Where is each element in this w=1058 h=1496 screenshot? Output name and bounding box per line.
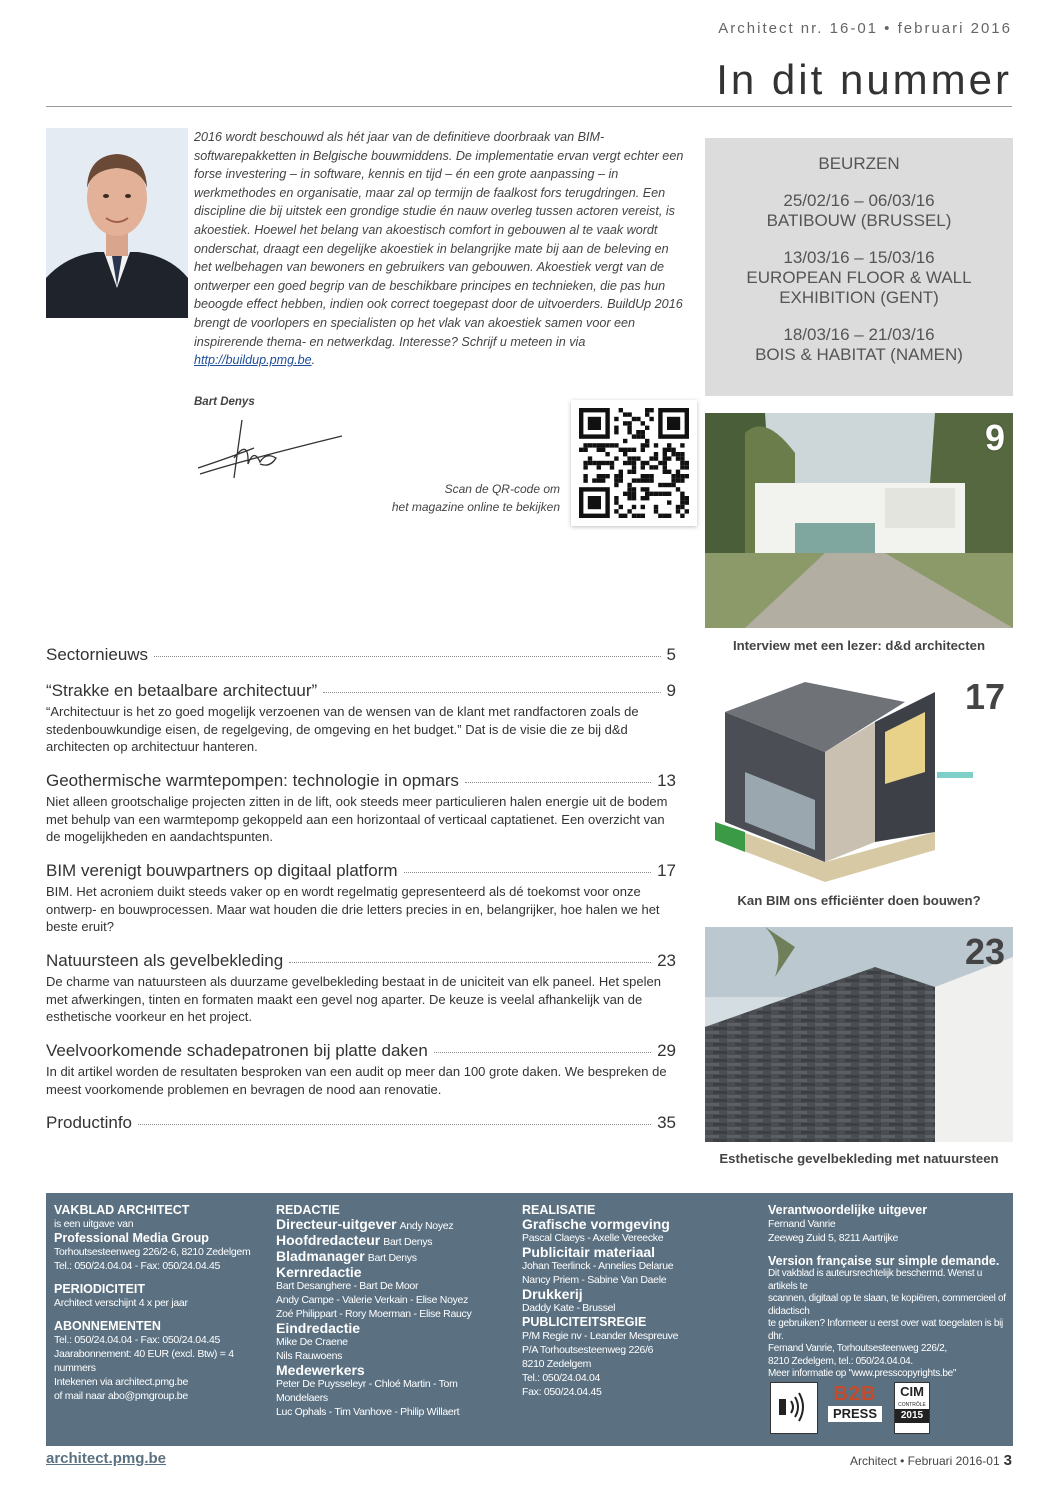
fair-dates: 18/03/16 – 21/03/16 (783, 325, 935, 344)
colophon-heading: ABONNEMENTEN (54, 1319, 161, 1333)
colophon-line: Luc Ophals - Tim Vanhove - Philip Willaert (276, 1406, 460, 1418)
fair-dates: 25/02/16 – 06/03/16 (783, 191, 935, 210)
b2b-press-logo (828, 1382, 882, 1432)
fair-name: BATIBOUW (BRUSSEL) (766, 211, 952, 230)
cim-logo-year: 2015 (895, 1409, 929, 1423)
colophon-role: Bladmanager (276, 1248, 365, 1264)
fair-name: BOIS & HABITAT (NAMEN) (755, 345, 963, 364)
colophon-role: Eindredactie (276, 1320, 361, 1336)
editor-portrait (46, 128, 188, 318)
b2b-logo-mark: B2B (833, 1383, 877, 1405)
colophon-french-note: Version française sur simple demande. (768, 1254, 1000, 1268)
qr-caption-line: Scan de QR-code om (444, 482, 560, 496)
website-link[interactable]: architect.pmg.be (46, 1450, 167, 1467)
feature-caption: Interview met een lezer: d&d architecten (732, 638, 986, 653)
colophon-role: Hoofdredacteur (276, 1232, 381, 1248)
toc-page: 17 (657, 861, 676, 880)
feature-caption: Esthetische gevelbekleding met natuursteen (719, 1151, 999, 1166)
fair-item (705, 248, 1013, 308)
toc-leader (465, 782, 651, 783)
cim-logo-text: CONTRÔLE (898, 1402, 926, 1408)
colophon-line: Fernand Vanrie (768, 1218, 836, 1230)
colophon-line: Andy Campe - Valerie Verkain - Elise Noyez (276, 1294, 469, 1306)
colophon-line: Mike De Craene (276, 1336, 348, 1348)
toc-page: 35 (657, 1113, 676, 1132)
toc-title: Natuursteen als gevelbekleding (46, 951, 284, 970)
colophon-line: Architect verschijnt 4 x per jaar (54, 1297, 188, 1309)
page-number: 3 (1003, 1452, 1012, 1469)
toc-leader (138, 1124, 651, 1125)
colophon-heading: PERIODICITEIT (54, 1282, 145, 1296)
fair-item (705, 191, 1013, 231)
editorial-cta-end: . (311, 353, 316, 368)
feature-image-bim[interactable] (705, 672, 1013, 882)
feature-page-number: 17 (964, 676, 1005, 717)
colophon-line: te gebruiken? Informeer u eerst over wat toegelaten is bij dhr. (768, 1318, 1003, 1342)
toc-page: 13 (657, 771, 676, 790)
colophon-line: of mail naar abo@pmgroup.be (54, 1390, 188, 1402)
toc-leader (289, 962, 651, 963)
toc-entry[interactable] (46, 681, 676, 756)
colophon-line: Meer informatie op "www.presscopyrights.be" (768, 1368, 957, 1379)
feature-page-number: 23 (964, 931, 1005, 972)
colophon-line: Tel.: 050/24.04.04 (522, 1372, 601, 1384)
colophon-production (522, 1203, 752, 1399)
colophon-heading: REALISATIE (522, 1203, 596, 1217)
colophon-line: is een uitgave van (54, 1218, 134, 1230)
buildup-link[interactable]: http://buildup.pmg.be (194, 353, 312, 368)
colophon-person: Bart Denys (383, 1236, 433, 1248)
toc-leader (323, 692, 660, 693)
press-copyright-logo (770, 1382, 818, 1434)
colophon-line: Bart Desanghere - Bart De Moor (276, 1280, 419, 1292)
colophon-line: Jaarabonnement: 40 EUR (excl. Btw) = 4 nummers (54, 1348, 234, 1374)
toc-description: BIM. Het acroniem duikt steeds vaker op en wordt regelmatig gepresenteerd als dé toekomst voor onze ontwerp- en bouwprocessen. Maar wat houden die drie letters precies in en, belangrijker, hoe halen we het beste eruit? (46, 884, 660, 934)
colophon-heading: PUBLICITEITSREGIE (522, 1315, 647, 1329)
colophon-editorial (276, 1203, 506, 1419)
page-footer (850, 1452, 1012, 1469)
toc-page: 23 (657, 951, 676, 970)
colophon-heading: VAKBLAD ARCHITECT (54, 1203, 190, 1217)
colophon-line: Torhoutsesteenweg 226/2-6, 8210 Zedelgem (54, 1246, 251, 1258)
fair-name: EUROPEAN FLOOR & WALL EXHIBITION (GENT) (746, 268, 972, 307)
fair-dates: 13/03/16 – 15/03/16 (783, 248, 935, 267)
editorial-cta: Interesse? Schrijf u meteen in via (399, 334, 586, 349)
feature-photo-facade[interactable] (705, 927, 1013, 1142)
colophon-line: Tel.: 050/24.04.04 - Fax: 050/24.04.45 (54, 1334, 221, 1346)
colophon-line: Tel.: 050/24.04.04 - Fax: 050/24.04.45 (54, 1260, 221, 1272)
toc-entry[interactable] (46, 771, 676, 846)
colophon-line: Johan Teerlinck - Annelies Delarue (522, 1260, 674, 1272)
toc-title: Sectornieuws (46, 645, 149, 664)
colophon-line: 8210 Zedelgem (522, 1358, 592, 1370)
qr-code[interactable] (571, 400, 697, 526)
editorial-text (194, 128, 684, 370)
colophon-company: Professional Media Group (54, 1231, 209, 1245)
colophon-line: 8210 Zedelgem, tel.: 050/24.04.04. (768, 1355, 913, 1367)
fair-item (705, 325, 1013, 365)
toc-entry[interactable] (46, 645, 676, 665)
colophon-line: P/A Torhoutsesteenweg 226/6 (522, 1344, 654, 1356)
signature-image (194, 418, 344, 484)
colophon-line: Nancy Priem - Sabine Van Daele (522, 1274, 667, 1286)
toc-entry[interactable] (46, 861, 676, 936)
toc-entry[interactable] (46, 1113, 676, 1133)
toc-title: Productinfo (46, 1113, 132, 1132)
colophon-line: Intekenen via architect.pmg.be (54, 1376, 189, 1388)
cim-logo (894, 1382, 930, 1434)
feature-page-number: 9 (984, 417, 1005, 458)
editorial-body: 2016 wordt beschouwd als hét jaar van de definitieve doorbraak van BIM-softwarepakketten in Belgische bouwmiddens. De implementatie ervan vergt echter een forse investering – in software, kennis en tijd – én een grote aanpassing – in werkmethodes en organisatie, maar zal op termijn de faalkost fors terugdringen. Een discipline die bij uitstek een grondige studie én nauw overleg tussen actoren vereist, is akoestiek. Hoewel het belang van akoestisch comfort in gebouwen al te vaak wordt onderschat, draagt een degelijke akoestiek in belangrijke mate bij aan de beleving en het welbehagen van bewoners en gebruikers van gebouwen. Akoestiek vergt van de ontwerper een goed begrip van de beschikbare principes en technieken, die pas hun beoogde effect hebben, indien ook correct toegepast door de uitvoerders. BuildUp 2016 brengt de voorlopers en specialisten op het vlak van akoestiek samen voor een inspirerende thema- en netwerkdag. (194, 130, 684, 349)
toc-page: 5 (666, 645, 676, 664)
toc-description: In dit artikel worden de resultaten besproken van een audit op meer dan 100 grote daken. We bespreken de meest voorkomende problemen en bevragen de nood aan renovatie. (46, 1064, 667, 1097)
toc-title: “Strakke en betaalbare architectuur” (46, 681, 318, 700)
qr-caption-line: het magazine online te bekijken (391, 500, 560, 514)
colophon-line: scannen, digitaal op te slaan, te kopiëren, commercieel of didactisch (768, 1293, 1006, 1317)
toc-description: Niet alleen grootschalige projecten zitten in de lift, ook steeds meer particulieren halen energie uit de bodem met behulp van een warmtepomp gekoppeld aan een horizontaal of verticaal captatienet. Een overzicht van de mogelijkheden en aandachtspunten. (46, 794, 668, 844)
b2b-logo-text: PRESS (828, 1406, 882, 1422)
colophon-line: Dit vakblad is auteursrechtelijk beschermd. Wenst u artikels te (768, 1268, 983, 1292)
colophon-role: Publicitair materiaal (522, 1244, 656, 1260)
colophon-person: Andy Noyez (399, 1220, 454, 1232)
colophon-line: Zoé Philippart - Rory Moerman - Elise Raucy (276, 1308, 472, 1320)
toc-page: 9 (666, 681, 676, 700)
colophon-line: Pascal Claeys - Axelle Vereecke (522, 1232, 664, 1244)
issue-line: Architect nr. 16-01 • februari 2016 (718, 20, 1012, 37)
cim-logo-mark: CIM (900, 1384, 924, 1399)
colophon-heading: Verantwoordelijke uitgever (768, 1203, 928, 1217)
colophon-person: Bart Denys (367, 1252, 417, 1264)
toc-title: Veelvoorkomende schadepatronen bij platte daken (46, 1041, 428, 1060)
colophon-role: Medewerkers (276, 1362, 365, 1378)
fairs-title: BEURZEN (818, 154, 900, 173)
colophon-responsible (768, 1203, 1008, 1381)
toc-leader (434, 1052, 651, 1053)
toc-page: 29 (657, 1041, 676, 1060)
page-title: In dit nummer (716, 56, 1012, 103)
colophon-publisher (54, 1203, 269, 1403)
colophon-line: Nils Rauwoens (276, 1350, 343, 1362)
colophon-line: Fax: 050/24.04.45 (522, 1386, 602, 1398)
feature-caption: Kan BIM ons efficiënter doen bouwen? (737, 893, 981, 908)
colophon-role: Directeur-uitgever (276, 1216, 397, 1232)
colophon-heading: REDACTIE (276, 1203, 340, 1217)
colophon-role: Kernredactie (276, 1264, 362, 1280)
colophon-line: Daddy Kate - Brussel (522, 1302, 616, 1314)
fairs-box (705, 138, 1013, 396)
toc-leader (404, 872, 652, 873)
toc-title: BIM verenigt bouwpartners op digitaal platform (46, 861, 398, 880)
colophon-line: Zeeweg Zuid 5, 8211 Aartrijke (768, 1232, 899, 1244)
toc-leader (154, 656, 660, 657)
colophon-line: P/M Regie nv - Leander Mespreuve (522, 1330, 679, 1342)
toc-description: De charme van natuursteen als duurzame gevelbekleding bestaat in de uniciteit van elk paneel. Het spelen met afwerkingen, tinten en formaten maakt een gevel nog aparter. De keuze is veelal afhankelijk van de esthetische voorkeur en het project. (46, 974, 661, 1024)
qr-caption (330, 480, 560, 516)
feature-photo-house[interactable] (705, 413, 1013, 628)
colophon-line: Fernand Vanrie, Torhoutsesteenweg 226/2, (768, 1343, 947, 1354)
toc-entry[interactable] (46, 951, 676, 1026)
title-divider (46, 106, 1012, 107)
colophon-role: Grafische vormgeving (522, 1216, 670, 1232)
footer-issue: Architect • Februari 2016-01 (850, 1454, 1000, 1468)
colophon-line: Peter De Puysseleyr - Chloé Martin - Tom Mondelaers (276, 1378, 458, 1404)
toc-description: “Architectuur is het zo goed mogelijk verzoenen van de wensen van de klant met randfactoren zoals de stedenbouwkundige eisen, de regelgeving, de omgeving en het budget.” Dat is de visie die ze bij d&d architecten op architectuur hanteren. (46, 704, 639, 754)
colophon-role: Drukkerij (522, 1286, 583, 1302)
toc-title: Geothermische warmtepompen: technologie in opmars (46, 771, 459, 790)
editor-name: Bart Denys (194, 396, 255, 408)
toc-entry[interactable] (46, 1041, 676, 1098)
